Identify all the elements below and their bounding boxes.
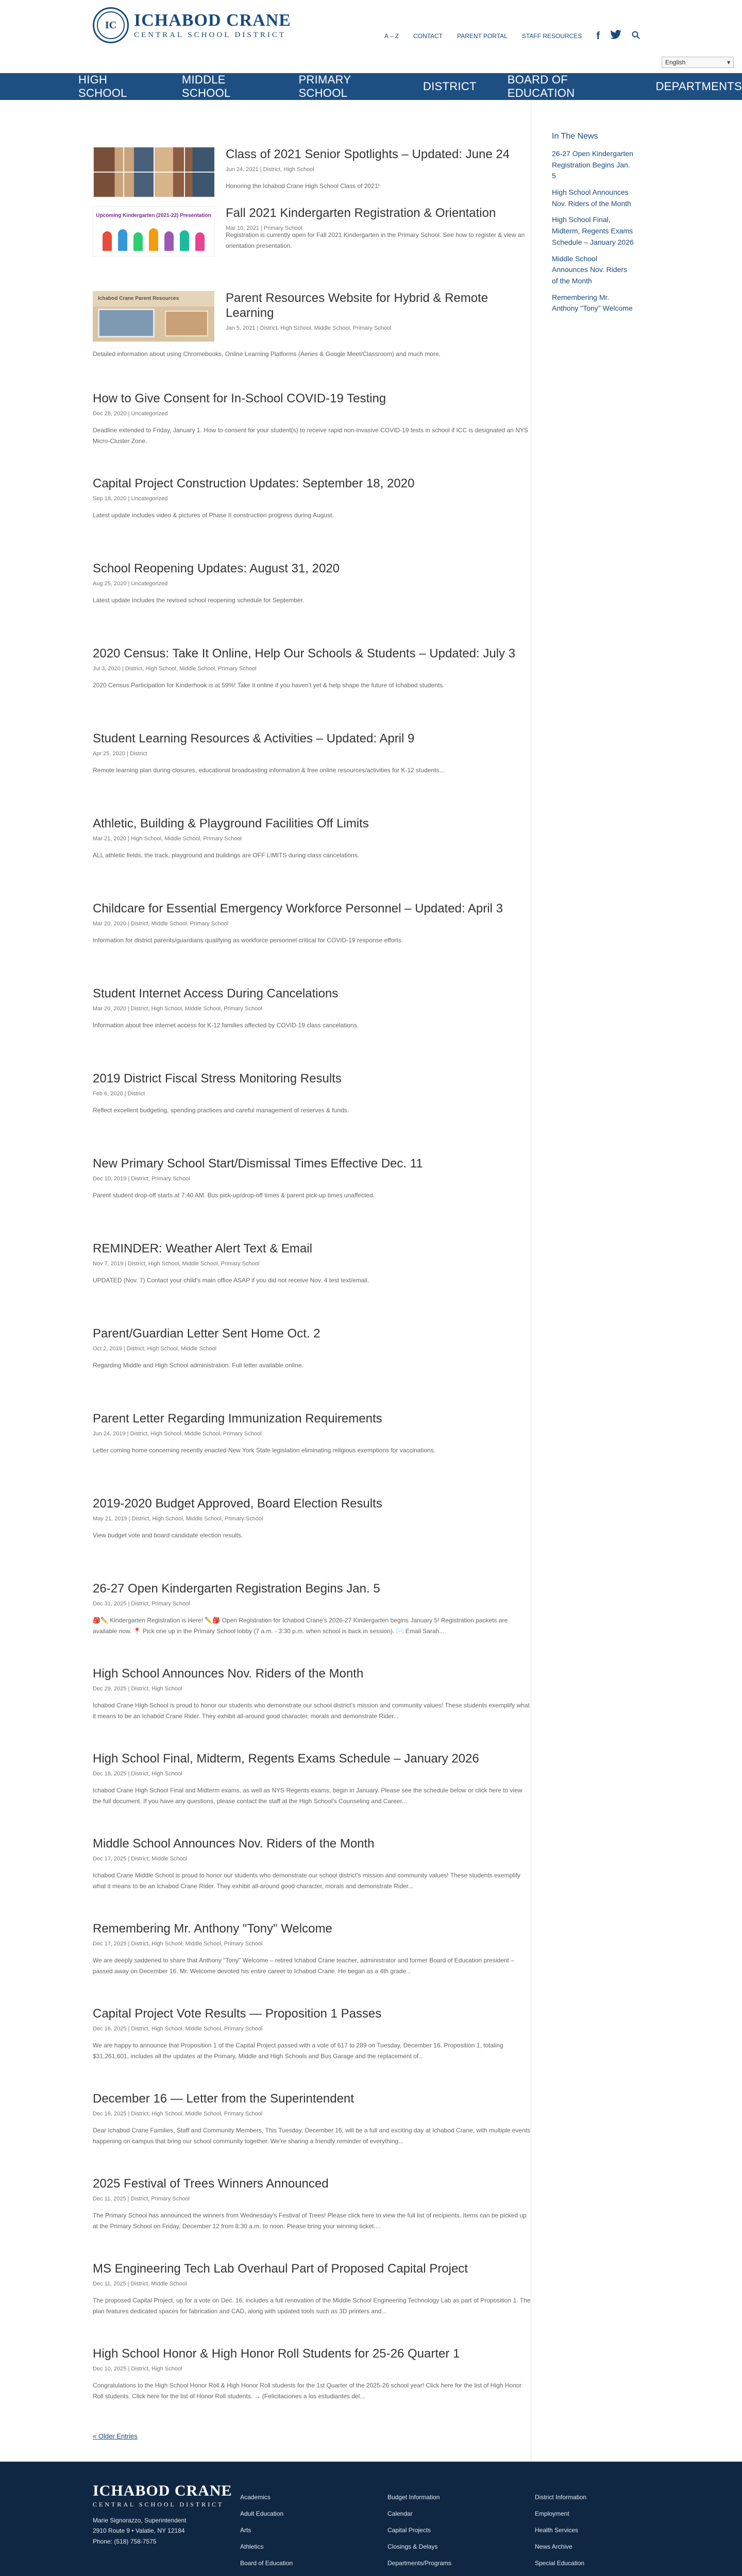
- sidebar-news-item[interactable]: High School Announces Nov. Riders of the Month: [552, 188, 631, 208]
- post-title[interactable]: School Reopening Updates: August 31, 2020: [93, 562, 340, 575]
- top-bar: [0, 0, 742, 73]
- post-meta: Jun 24, 2019 | District, High School, Middle School, Primary School: [93, 1430, 262, 1437]
- footer-address: [93, 2515, 186, 2547]
- nav-departments[interactable]: DEPARTMENTS: [655, 80, 742, 93]
- thumbnail-caption: Ichabod Crane Parent Resources: [98, 296, 179, 301]
- post-title[interactable]: 2025 Festival of Trees Winners Announced: [93, 2177, 329, 2191]
- post-excerpt: The Primary School has announced the winners from Wednesday's Festival of Trees! Please click here to view the full list of recipients. Items can be picked up at the Primary School on Friday, December 12 from 8:30 a.m. to noon. Please bring your winning ticket....: [93, 2211, 527, 2230]
- nav-middle-school[interactable]: MIDDLE SCHOOL: [181, 73, 231, 99]
- post-meta: Mar 20, 2020 | District, High School, Middle School, Primary School: [93, 1005, 262, 1012]
- logo-line-2: CENTRAL SCHOOL DISTRICT: [134, 30, 286, 39]
- sidebar-news-item[interactable]: Middle School Announces Nov. Riders of the Month: [552, 254, 628, 285]
- post-meta: Dec 10, 2025 | District, High School: [93, 2365, 182, 2372]
- post-excerpt: We are happy to announce that Proposition 1 of the Capital Project passed with a vote of 617 to 289 on Tuesday, December 16. Proposition 1, totaling $31,261,601, includes all the updates at the Primary, Middle and High Schools and Bus Garage and the replacement of...: [93, 2041, 503, 2060]
- news-post: [93, 1327, 531, 1412]
- twitter-icon[interactable]: [610, 30, 621, 42]
- sidebar-news-item[interactable]: High School Final, Midterm, Regents Exams Schedule – January 2026: [552, 215, 634, 246]
- utility-staff-resources-link[interactable]: STAFF RESOURCES: [521, 32, 582, 40]
- phone-line[interactable]: Phone: (518) 758-7575: [93, 2537, 157, 2545]
- footer-links-col-2: [387, 2494, 451, 2576]
- superintendent-line: Marie Signorazzo, Superintendent: [93, 2517, 187, 2524]
- search-icon[interactable]: [632, 30, 640, 42]
- footer-link[interactable]: Budget Information: [387, 2494, 440, 2501]
- post-excerpt: Latest update includes the revised school reopening schedule for September.: [93, 596, 305, 604]
- footer-link[interactable]: Arts: [240, 2527, 251, 2534]
- news-post: [93, 902, 531, 987]
- post-meta: Mar 21, 2020 | High School, Middle School, Primary School: [93, 835, 242, 842]
- post-title[interactable]: High School Announces Nov. Riders of the Month: [93, 1667, 364, 1681]
- sidebar-news-list: [552, 148, 727, 314]
- post-title[interactable]: Class of 2021 Senior Spotlights – Updated: June 24: [226, 147, 510, 161]
- post-meta: Dec 29, 2025 | District, High School: [93, 1685, 182, 1692]
- post-title[interactable]: Capital Project Vote Results — Proposition 1 Passes: [93, 2007, 382, 2021]
- post-title[interactable]: Athletic, Building & Playground Facilities Off Limits: [93, 817, 369, 831]
- post-title[interactable]: Parent Resources Website for Hybrid & Remote Learning: [226, 291, 488, 320]
- footer-link[interactable]: Academics: [240, 2494, 271, 2501]
- footer-link[interactable]: Employment: [535, 2510, 569, 2517]
- utility-contact-link[interactable]: CONTACT: [413, 32, 443, 40]
- post-meta: Apr 25, 2020 | District: [93, 750, 147, 757]
- post-excerpt: Parent student drop-off starts at 7:40 AM. Bus pick-up/drop-off times & parent pick-up times unaffected.: [93, 1191, 375, 1199]
- footer-link[interactable]: Special Education: [535, 2560, 585, 2567]
- post-meta: Dec 10, 2019 | District, Primary School: [93, 1175, 190, 1182]
- post-excerpt: Reflect excellent budgeting, spending practices and careful management of reserves & funds.: [93, 1106, 349, 1114]
- post-meta: Dec 16, 2025 | District, High School, Middle School, Primary School: [93, 2110, 263, 2117]
- footer-link[interactable]: News Archive: [535, 2543, 572, 2550]
- post-excerpt: Latest update includes video & pictures of Phase II construction progress during August.: [93, 511, 334, 519]
- post-meta: Dec 31, 2025 | District, Primary School: [93, 1600, 190, 1607]
- post-meta: Jan 5, 2021 | District, High School, Middle School, Primary School: [226, 325, 392, 331]
- sidebar-title: In The News: [552, 132, 598, 141]
- header-social: [596, 30, 640, 42]
- footer-links-col-3: [535, 2494, 586, 2576]
- post-title[interactable]: Parent Letter Regarding Immunization Requirements: [93, 1412, 382, 1426]
- post-title[interactable]: High School Final, Midterm, Regents Exams Schedule – January 2026: [93, 1752, 479, 1766]
- site-footer: [0, 2462, 742, 2576]
- footer-link[interactable]: Departments/Programs: [387, 2560, 452, 2567]
- utility-parent-portal-link[interactable]: PARENT PORTAL: [457, 32, 508, 40]
- post-title[interactable]: How to Give Consent for In-School COVID-19 Testing: [93, 392, 386, 405]
- post-meta: Mar 20, 2020 | District, Middle School, Primary School: [93, 920, 229, 927]
- kindergarten-thumbnail[interactable]: [93, 206, 214, 257]
- plain-posts: [93, 392, 531, 2432]
- post-excerpt: View budget vote and board candidate election results.: [93, 1531, 243, 1539]
- post-meta: Jun 24, 2021 | District, High School: [226, 166, 314, 173]
- post-title[interactable]: Capital Project Construction Updates: September 18, 2020: [93, 477, 415, 490]
- post-title[interactable]: 2020 Census: Take It Online, Help Our Schools & Students – Updated: July 3: [93, 647, 516, 660]
- sidebar-news-item[interactable]: Remembering Mr. Anthony "Tony" Welcome: [552, 293, 633, 313]
- post-title[interactable]: 2019 District Fiscal Stress Monitoring Results: [93, 1072, 342, 1086]
- post-excerpt: Detailed information about using Chromebooks, Online Learning Platforms (Aeries & Google Meet/Classroom) and much more.: [93, 350, 441, 358]
- post-excerpt: Dear Ichabod Crane Families, Staff and Community Members, This Tuesday, December 16, will be a full and exciting day at Ichabod Crane, with multiple events happening on campus that bring our school community together. We're sharing a friendly reminder of everything...: [93, 2126, 531, 2145]
- footer-link[interactable]: Calendar: [387, 2510, 413, 2517]
- nav-district[interactable]: DISTRICT: [423, 80, 477, 93]
- news-post: [93, 206, 531, 291]
- nav-high-school[interactable]: HIGH SCHOOL: [78, 73, 127, 99]
- sidebar-news-item[interactable]: 26-27 Open Kindergarten Registration Begins Jan. 5: [552, 149, 633, 180]
- post-title[interactable]: Parent/Guardian Letter Sent Home Oct. 2: [93, 1327, 321, 1341]
- news-post: [93, 1157, 531, 1242]
- senior-spotlight-thumbnail[interactable]: [93, 147, 214, 198]
- post-title[interactable]: Student Internet Access During Cancelations: [93, 987, 339, 1001]
- utility-nav: [384, 30, 640, 42]
- older-entries-link[interactable]: « Older Entries: [93, 2432, 138, 2440]
- post-title[interactable]: REMINDER: Weather Alert Text & Email: [93, 1242, 312, 1256]
- post-meta: Mar 10, 2021 | Primary School: [226, 225, 302, 231]
- logo-text: [134, 12, 291, 39]
- news-post: [93, 817, 531, 902]
- news-post: [93, 1837, 531, 1922]
- kids-illustration: [103, 228, 205, 251]
- news-post: [93, 2262, 531, 2347]
- post-meta: Dec 28, 2020 | Uncategorized: [93, 410, 168, 417]
- post-meta: Oct 2, 2019 | District, High School, Middle School: [93, 1345, 217, 1352]
- post-excerpt: Information about free internet access for K-12 families affected by COVID-19 class cancelations.: [93, 1021, 359, 1029]
- post-meta: Dec 16, 2025 | District, High School, Middle School, Primary School: [93, 2025, 263, 2032]
- facebook-icon[interactable]: f: [596, 30, 600, 42]
- district-logo[interactable]: [93, 7, 291, 43]
- post-excerpt: We are deeply saddened to share that Anthony "Tony" Welcome – retired Ichabod Crane teacher, administrator and former Board of Education president – passed away on December 16. Mr. Welcome devoted his entire career to Ichabod Crane. He began as a 4th grade...: [93, 1956, 514, 1975]
- post-excerpt: Regarding Middle and High School administration. Full letter available online.: [93, 1361, 303, 1369]
- footer-links-col-1: [240, 2494, 293, 2576]
- post-excerpt: Information for district parents/guardians qualifying as workforce personnel critical for COVID-19 response efforts.: [93, 936, 403, 944]
- footer-brand-line-1: ICHABOD CRANE: [93, 2482, 232, 2499]
- post-excerpt: 🎒✏️ Kindergarten Registration is Here! ✏️🎒 Open Registration for Ichabod Crane's 2026-27 Kindergarten begins January 5! Registration packets are available now. 📍 Pick one up in the Primary School lobby (7 a.m. - 3:30 p.m. when school is back in session). ✉️ Email Sarah...: [93, 1616, 508, 1635]
- post-excerpt: Deadline extended to Friday, January 1. How to consent for your student(s) to receive rapid non-invasive COVID-19 tests in school if ICC is designated an NYS Micro-Cluster Zone.: [93, 426, 528, 445]
- post-meta: Nov 7, 2019 | District, High School, Middle School, Primary School: [93, 1260, 260, 1267]
- post-meta: Dec 17, 2025 | District, High School, Middle School, Primary School: [93, 1940, 263, 1947]
- chevron-down-icon: ▾: [727, 59, 730, 66]
- post-excerpt: Ichabod Crane Middle School is proud to honor our students who demonstrate our school district's mission and community values! These students exemplify what it means to be an Ichabod Crane Rider. They exhibit all-around good character, morals and demonstrate Rider...: [93, 1871, 520, 1890]
- footer-link[interactable]: District Information: [535, 2494, 587, 2501]
- post-excerpt: ALL athletic fields, the track, playground and buildings are OFF LIMITS during class cancelations.: [93, 851, 360, 859]
- post-title[interactable]: December 16 — Letter from the Superintendent: [93, 2092, 354, 2106]
- post-excerpt: Congratulations to the High School Honor Roll & High Honor Roll students for the 1st Quarter of the 2025-26 school year! Click here for the list of High Honor Roll students. Click here for the list of Honor Roll students. → (Felicitaciones a los estudiantes del...: [93, 2381, 522, 2400]
- news-post: [93, 392, 531, 477]
- news-post: [93, 647, 531, 732]
- parent-resources-thumbnail[interactable]: [93, 291, 214, 342]
- footer-link[interactable]: Capital Projects: [387, 2527, 431, 2534]
- post-meta: May 21, 2019 | District, High School, Middle School, Primary School: [93, 1515, 263, 1522]
- address-line: 2910 Route 9 • Valatie, NY 12184: [93, 2527, 185, 2535]
- post-title[interactable]: 26-27 Open Kindergarten Registration Begins Jan. 5: [93, 1582, 380, 1596]
- seal-mark: IC: [97, 11, 125, 39]
- news-post: [93, 732, 531, 817]
- post-excerpt: 2020 Census Participation for Kinderhook is at 59%! Take it online if you haven't yet & help shape the future of Ichabod students.: [93, 681, 445, 689]
- post-excerpt: Remote learning plan during closures, educational broadcasting information & free online resources/activities for K-12 students...: [93, 766, 445, 774]
- news-list: [0, 100, 531, 2462]
- post-excerpt: Ichabod Crane High School is proud to honor our students who demonstrate our school district's mission and community values! These students exemplify what it means to be an Ichabod Crane Rider. They exhibit all-around good character, morals and demonstrate Rider...: [93, 1701, 530, 1720]
- news-post: [93, 1752, 531, 1837]
- news-post: [93, 291, 531, 392]
- language-selected: English: [665, 59, 686, 66]
- page-body: [0, 100, 742, 2462]
- nav-primary-school[interactable]: PRIMARY SCHOOL: [298, 73, 351, 99]
- news-post: [93, 1072, 531, 1157]
- post-meta: Dec 11, 2025 | District, Middle School: [93, 2280, 187, 2287]
- post-title[interactable]: Remembering Mr. Anthony "Tony" Welcome: [93, 1922, 332, 1936]
- nav-board-of-education[interactable]: BOARD OF EDUCATION: [507, 73, 575, 99]
- sidebar: [531, 100, 742, 2462]
- news-post: [93, 2092, 531, 2177]
- post-title[interactable]: Student Learning Resources & Activities – Updated: April 9: [93, 732, 415, 745]
- footer-brand-line-2: CENTRAL SCHOOL DISTRICT: [93, 2501, 224, 2508]
- post-meta: Sep 18, 2020 | Uncategorized: [93, 495, 168, 502]
- footer-link[interactable]: Health Services: [535, 2527, 579, 2534]
- footer-link[interactable]: Athletics: [240, 2543, 264, 2550]
- language-select[interactable]: [662, 57, 734, 68]
- news-post: [93, 2347, 531, 2432]
- post-meta: Dec 11, 2025 | District, Primary School: [93, 2195, 190, 2202]
- news-post: [93, 1582, 531, 1667]
- news-post: [93, 1242, 531, 1327]
- footer-link[interactable]: Adult Education: [240, 2510, 284, 2517]
- news-post: [93, 1412, 531, 1497]
- post-meta: Dec 18, 2025 | District, High School: [93, 1770, 182, 1777]
- thumbnail-caption: Upcoming Kindergarten (2021-22) Presentation: [96, 213, 211, 218]
- post-excerpt: Ichabod Crane High School Final and Midterm exams, as well as NYS Regents exams, begin in January. Please see the schedule below or click here to view the full document. If you have any questions, please contact the staff at the High School's Counseling and Career...: [93, 1786, 522, 1805]
- district-seal-icon: [93, 7, 129, 43]
- post-title[interactable]: Fall 2021 Kindergarten Registration & Orientation: [226, 206, 496, 220]
- post-meta: Feb 6, 2020 | District: [93, 1090, 145, 1097]
- post-meta: Aug 25, 2020 | Uncategorized: [93, 580, 168, 587]
- post-title[interactable]: Middle School Announces Nov. Riders of the Month: [93, 1837, 375, 1851]
- post-excerpt: Registration is currently open for Fall 2021 Kindergarten in the Primary School. See how to register & view an orientation presentation.: [226, 231, 525, 249]
- logo-line-1: ICHABOD CRANE: [134, 10, 291, 30]
- main-nav: [0, 73, 742, 100]
- news-post: [93, 1667, 531, 1752]
- footer-logo[interactable]: [93, 2483, 232, 2509]
- post-title[interactable]: MS Engineering Tech Lab Overhaul Part of Proposed Capital Project: [93, 2262, 468, 2276]
- post-title[interactable]: Childcare for Essential Emergency Workforce Personnel – Updated: April 3: [93, 902, 503, 916]
- footer-link[interactable]: Closings & Delays: [387, 2543, 438, 2550]
- post-excerpt: Letter coming home concerning recently enacted New York State legislation eliminating religious exemptions for vaccinations.: [93, 1446, 436, 1454]
- post-meta: Jul 3, 2020 | District, High School, Middle School, Primary School: [93, 665, 257, 672]
- news-post: [93, 1497, 531, 1582]
- post-meta: Dec 17, 2025 | District, Middle School: [93, 1855, 188, 1862]
- news-post: [93, 147, 531, 206]
- news-post: [93, 562, 531, 647]
- news-post: [93, 2177, 531, 2262]
- footer-link[interactable]: Board of Education: [240, 2560, 293, 2567]
- news-post: [93, 477, 531, 562]
- post-excerpt: Honoring the Ichabod Crane High School Class of 2021!: [226, 182, 380, 190]
- post-excerpt: UPDATED (Nov. 7) Contact your child's main office ASAP if you did not receive Nov. 4 test text/email.: [93, 1276, 369, 1284]
- news-post: [93, 2007, 531, 2092]
- site-header: [0, 0, 742, 100]
- news-post: [93, 1922, 531, 2007]
- post-excerpt: The proposed Capital Project, up for a vote on Dec. 16, includes a full renovation of the Middle School Engineering Technology Lab as part of Proposition 1. The plan features dedicated spaces for fabrication and CAD, along with updated tools such as 3D printers and...: [93, 2296, 531, 2315]
- post-title[interactable]: 2019-2020 Budget Approved, Board Election Results: [93, 1497, 382, 1511]
- utility-a-z-link[interactable]: A – Z: [384, 32, 399, 40]
- post-title[interactable]: High School Honor & High Honor Roll Students for 25-26 Quarter 1: [93, 2347, 460, 2361]
- post-title[interactable]: New Primary School Start/Dismissal Times Effective Dec. 11: [93, 1157, 423, 1171]
- news-post: [93, 987, 531, 1072]
